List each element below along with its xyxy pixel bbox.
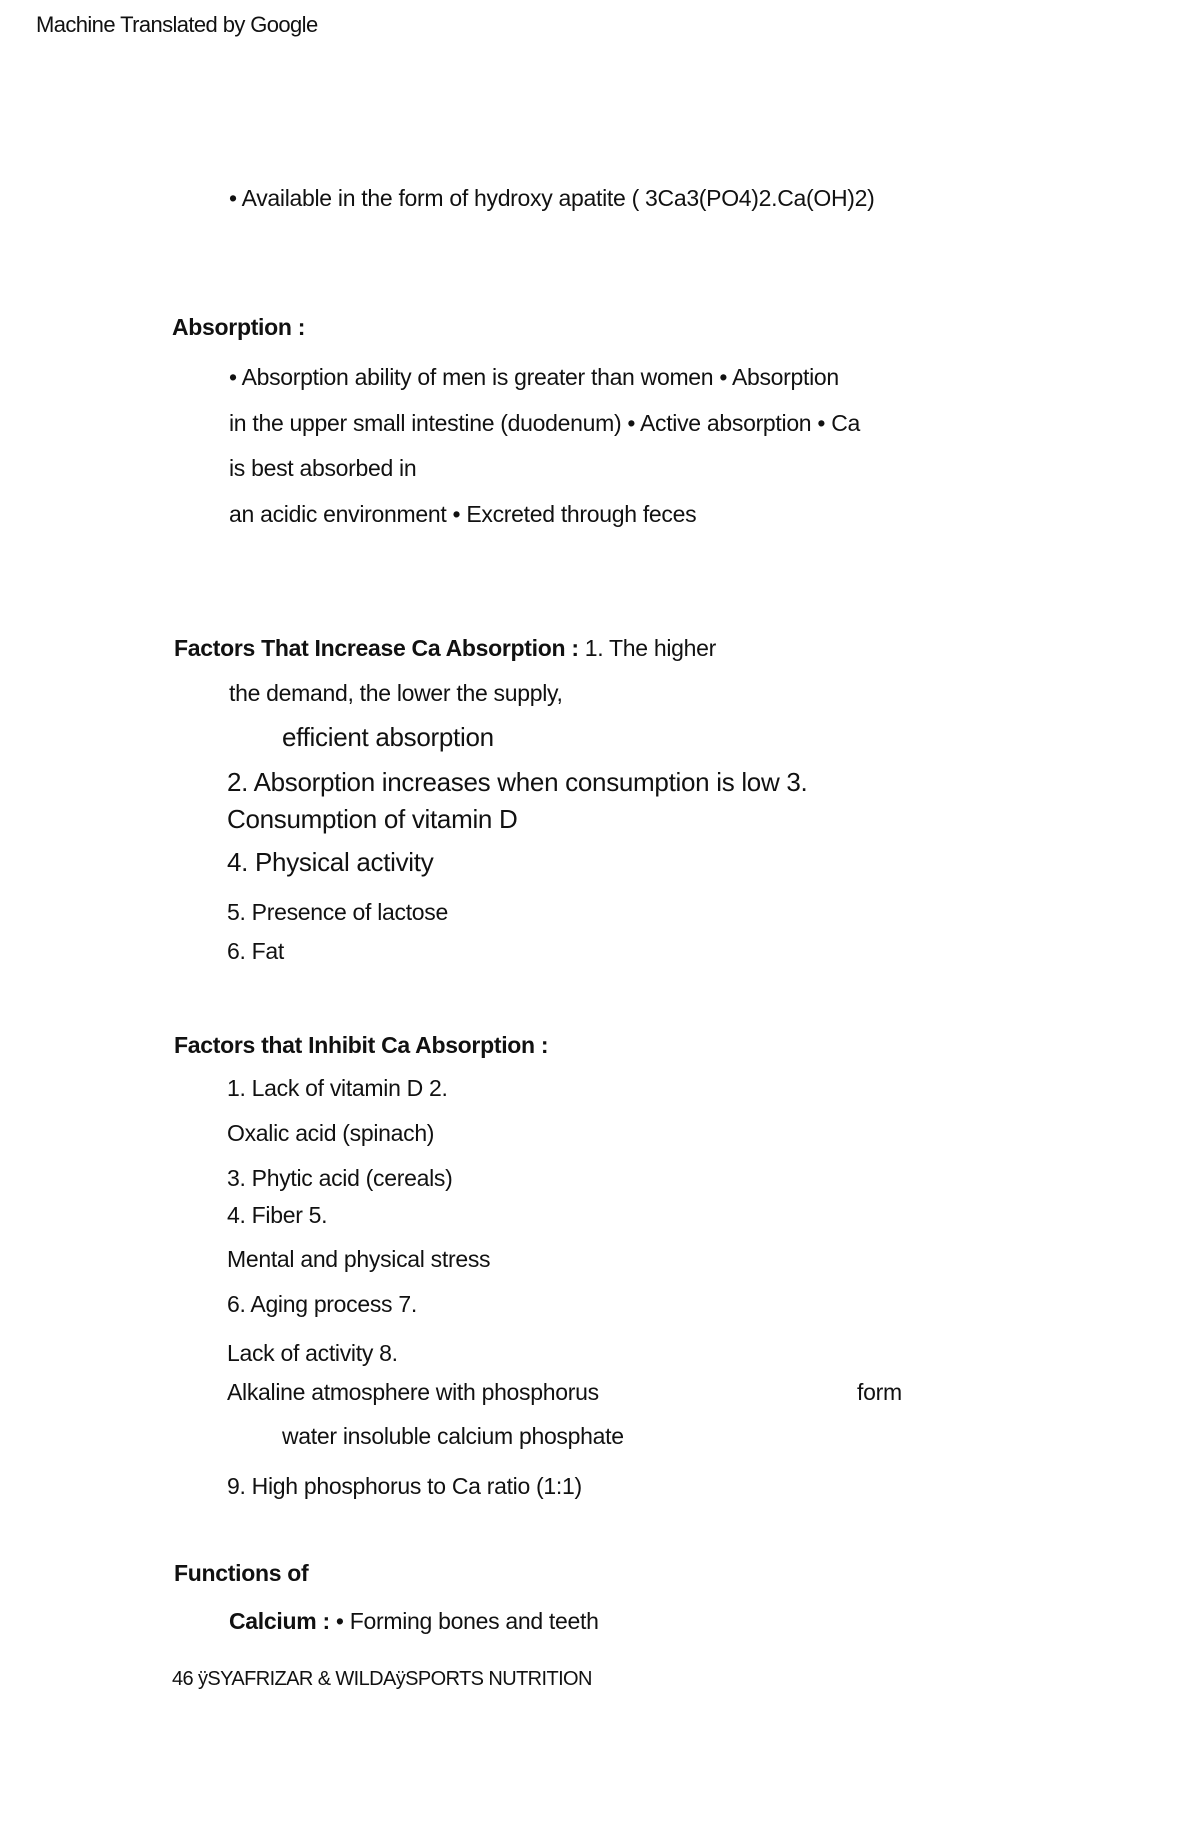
intro-bullet: • Available in the form of hydroxy apatite ( 3Ca3(PO4)2.Ca(OH)2) [229, 185, 875, 211]
absorption-line: • Absorption ability of men is greater than women • Absorption [229, 364, 839, 390]
inhibit-line: water insoluble calcium phosphate [282, 1423, 624, 1449]
inhibit-line: 6. Aging process 7. [227, 1291, 417, 1317]
absorption-line: is best absorbed in [229, 455, 417, 481]
inhibit-line-form: form [857, 1379, 902, 1405]
inhibit-line: 4. Fiber 5. [227, 1202, 328, 1228]
increase-line: efficient absorption [282, 722, 494, 752]
inhibit-line: Lack of activity 8. [227, 1340, 398, 1366]
inhibit-line: 1. Lack of vitamin D 2. [227, 1075, 448, 1101]
functions-heading: Functions of [174, 1560, 309, 1586]
inhibit-line: Mental and physical stress [227, 1246, 491, 1272]
inhibit-line: Alkaline atmosphere with phosphorus [227, 1379, 599, 1405]
inhibit-line: 9. High phosphorus to Ca ratio (1:1) [227, 1473, 582, 1499]
increase-line: 6. Fat [227, 938, 285, 964]
absorption-heading: Absorption : [172, 314, 306, 340]
absorption-line: an acidic environment • Excreted through feces [229, 501, 697, 527]
functions-first-line [229, 1610, 599, 1633]
inhibit-heading: Factors that Inhibit Ca Absorption : [174, 1032, 549, 1058]
inhibit-line: 3. Phytic acid (cereals) [227, 1165, 453, 1191]
increase-heading-tail: 1. The higher [578, 635, 716, 661]
increase-line: 5. Presence of lactose [227, 899, 448, 925]
increase-heading-line [174, 637, 716, 660]
increase-line: the demand, the lower the supply, [229, 680, 563, 706]
translation-banner: Machine Translated by Google [36, 12, 318, 37]
increase-line: Consumption of vitamin D [227, 804, 518, 834]
absorption-line: in the upper small intestine (duodenum) • Active absorption • Ca [229, 410, 861, 436]
increase-line: 2. Absorption increases when consumption is low 3. [227, 767, 808, 797]
page-footer: 46 ÿSYAFRIZAR & WILDAÿSPORTS NUTRITION [172, 1668, 592, 1690]
inhibit-line: Oxalic acid (spinach) [227, 1120, 435, 1146]
increase-line: 4. Physical activity [227, 847, 434, 877]
increase-heading: Factors That Increase Ca Absorption : [174, 635, 579, 661]
functions-first-item: • Forming bones and teeth [329, 1608, 599, 1634]
calcium-subheading: Calcium : [229, 1608, 330, 1634]
